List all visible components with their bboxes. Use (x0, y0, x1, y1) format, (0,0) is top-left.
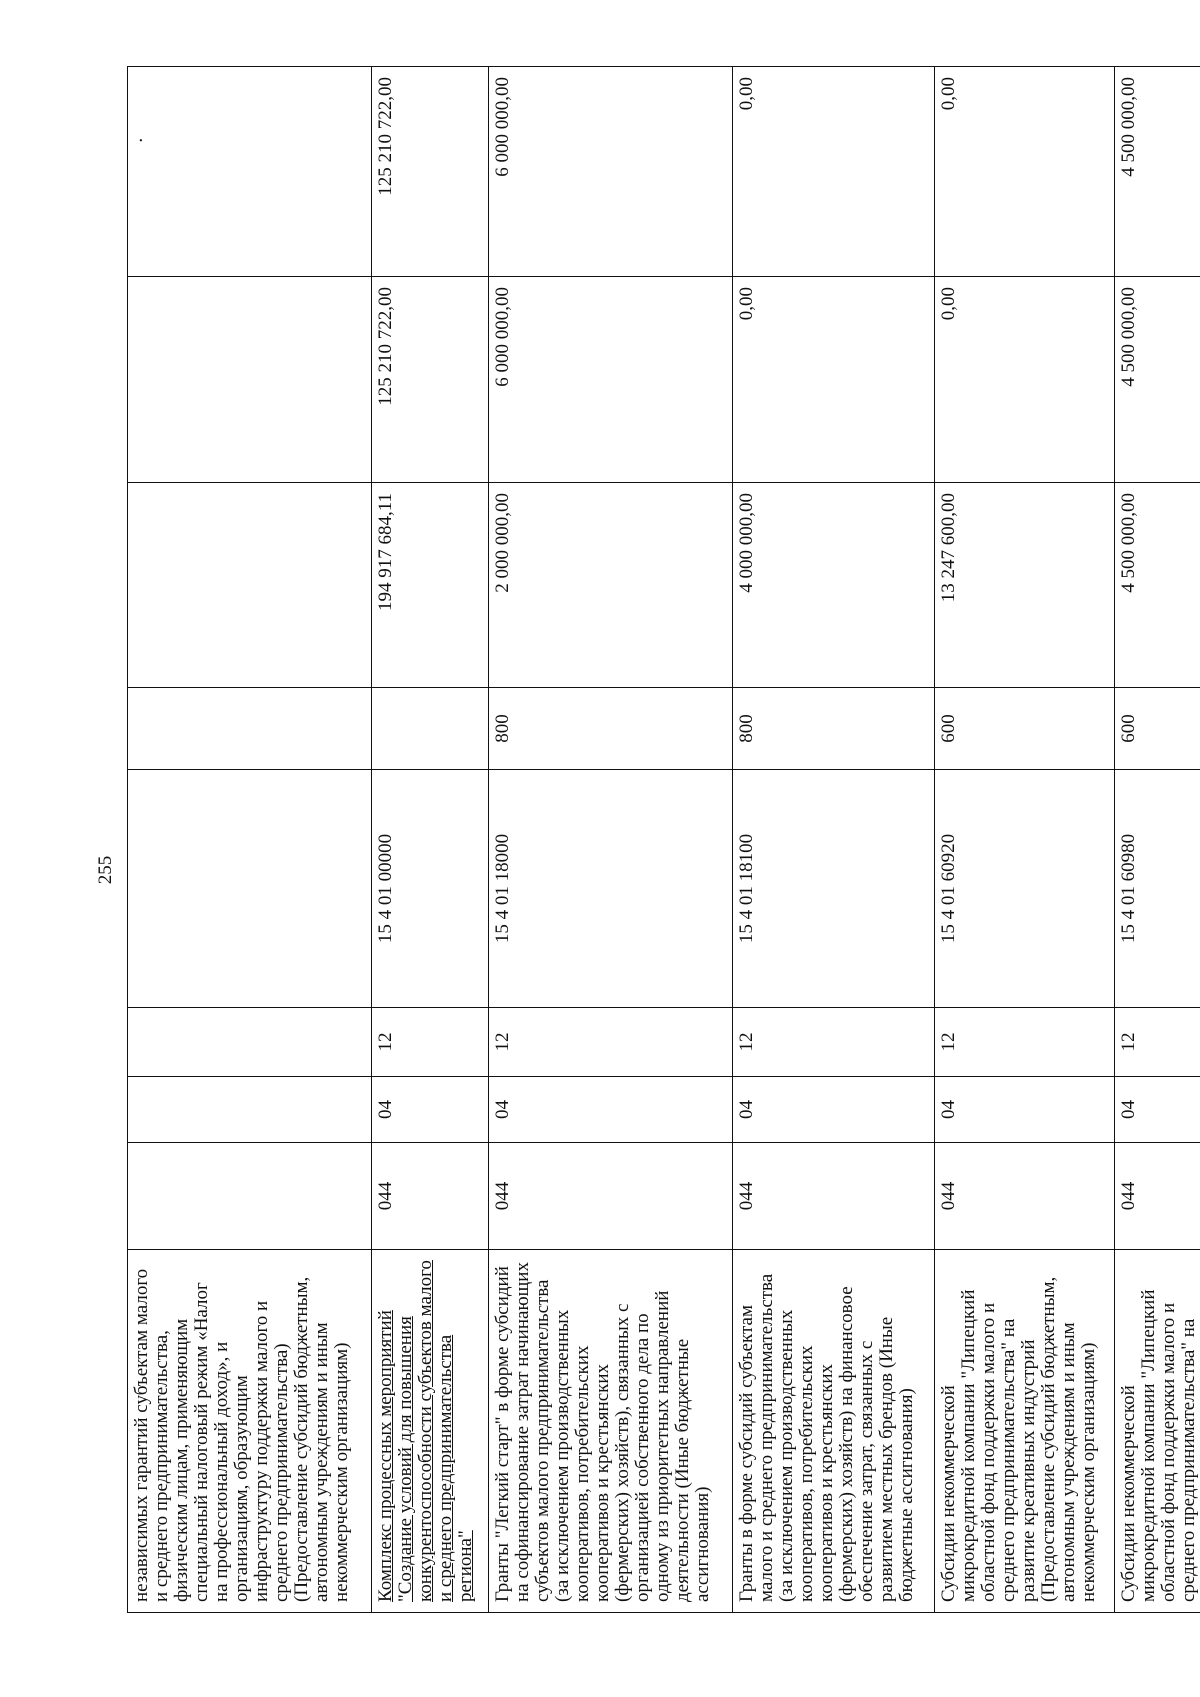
table-row (128, 67, 372, 1613)
rotated-page-content (127, 67, 1200, 1613)
ministry-code: 044 (934, 1143, 1114, 1250)
amount-year-3: 4 500 000,00 (1114, 67, 1200, 277)
ministry-code: 044 (372, 1143, 488, 1250)
section-code: 04 (1114, 1077, 1200, 1143)
expense-type-code (128, 688, 372, 770)
subsection-code (128, 1008, 372, 1077)
target-article-code: 15 4 01 60920 (934, 770, 1114, 1008)
expense-type-code: 600 (934, 688, 1114, 770)
amount-year-1: 4 000 000,00 (732, 483, 934, 688)
ministry-code: 044 (732, 1143, 934, 1250)
expense-type-code: 800 (732, 688, 934, 770)
amount-year-3: 125 210 722,00 (372, 67, 488, 277)
subsection-code: 12 (1114, 1008, 1200, 1077)
amount-year-2: 6 000 000,00 (488, 277, 732, 483)
row-description: Гранты в форме субсидий субъектам малого и среднего предпринимательства (за исключением производственных кооперативов, потребительских кооперативов и крестьянских (фермерских) хозяйств) на финансовое обеспечение затрат, связанных с развитием местных брендов (Иные бюджетные ассигнования) (732, 1250, 934, 1613)
ministry-code: 044 (488, 1143, 732, 1250)
table-row (488, 67, 732, 1613)
row-description: Субсидии некоммерческой микрокредитной компании "Липецкий областной фонд поддержки малого и среднего предпринимательства" на (1114, 1250, 1200, 1613)
table-row (372, 67, 488, 1613)
section-code: 04 (372, 1077, 488, 1143)
amount-year-1: 2 000 000,00 (488, 483, 732, 688)
subsection-code: 12 (372, 1008, 488, 1077)
section-code: 04 (934, 1077, 1114, 1143)
row-description: Гранты "Легкий старт" в форме субсидий на софинансирование затрат начинающих субъектов малого предпринимательства (за исключением производственных кооперативов, потребительских кооперативов и крестьянских (фермерских) хозяйств), связанных с организацией собственного дела по одному из приоритетных направлений деятельности (Иные бюджетные ассигнования) (488, 1250, 732, 1613)
budget-table (127, 66, 1200, 1613)
scan-mark: · (131, 137, 152, 144)
table-row (1114, 67, 1200, 1613)
target-article-code (128, 770, 372, 1008)
amount-year-2 (128, 277, 372, 483)
page-number: 255 (95, 855, 116, 885)
row-description: Комплекс процессных мероприятий "Создание условий для повышения конкурентоспособности субъектов малого и среднего предпринимательства региона" (372, 1250, 488, 1613)
expense-type-code: 600 (1114, 688, 1200, 770)
target-article-code: 15 4 01 00000 (372, 770, 488, 1008)
amount-year-2: 125 210 722,00 (372, 277, 488, 483)
target-article-code: 15 4 01 18000 (488, 770, 732, 1008)
target-article-code: 15 4 01 18100 (732, 770, 934, 1008)
expense-type-code: 800 (488, 688, 732, 770)
amount-year-2: 4 500 000,00 (1114, 277, 1200, 483)
amount-year-1 (128, 483, 372, 688)
section-code (128, 1077, 372, 1143)
table-row (732, 67, 934, 1613)
ministry-code: 044 (1114, 1143, 1200, 1250)
amount-year-1: 4 500 000,00 (1114, 483, 1200, 688)
subsection-code: 12 (934, 1008, 1114, 1077)
amount-year-3 (128, 67, 372, 277)
target-article-code: 15 4 01 60980 (1114, 770, 1200, 1008)
subsection-code: 12 (488, 1008, 732, 1077)
expense-type-code (372, 688, 488, 770)
amount-year-3: 0,00 (934, 67, 1114, 277)
row-description: независимых гарантий субъектам малого и среднего предпринимательства, физическим лицам, применяющим специальный налоговый режим «Налог на профессиональный доход», и организациям, образующим инфраструктуру поддержки малого и среднего предпринимательства) (Предоставление субсидий бюджетным, автономным учреждениям и иным некоммерческим организациям) (128, 1250, 372, 1613)
ministry-code (128, 1143, 372, 1250)
table-row (934, 67, 1114, 1613)
section-code: 04 (732, 1077, 934, 1143)
amount-year-3: 6 000 000,00 (488, 67, 732, 277)
amount-year-2: 0,00 (732, 277, 934, 483)
amount-year-2: 0,00 (934, 277, 1114, 483)
amount-year-3: 0,00 (732, 67, 934, 277)
amount-year-1: 194 917 684,11 (372, 483, 488, 688)
section-code: 04 (488, 1077, 732, 1143)
subsection-code: 12 (732, 1008, 934, 1077)
amount-year-1: 13 247 600,00 (934, 483, 1114, 688)
row-description: Субсидии некоммерческой микрокредитной компании "Липецкий областной фонд поддержки малого и среднего предпринимательства" на развитие креативных индустрий (Предоставление субсидий бюджетным, автономным учреждениям и иным некоммерческим организациям) (934, 1250, 1114, 1613)
